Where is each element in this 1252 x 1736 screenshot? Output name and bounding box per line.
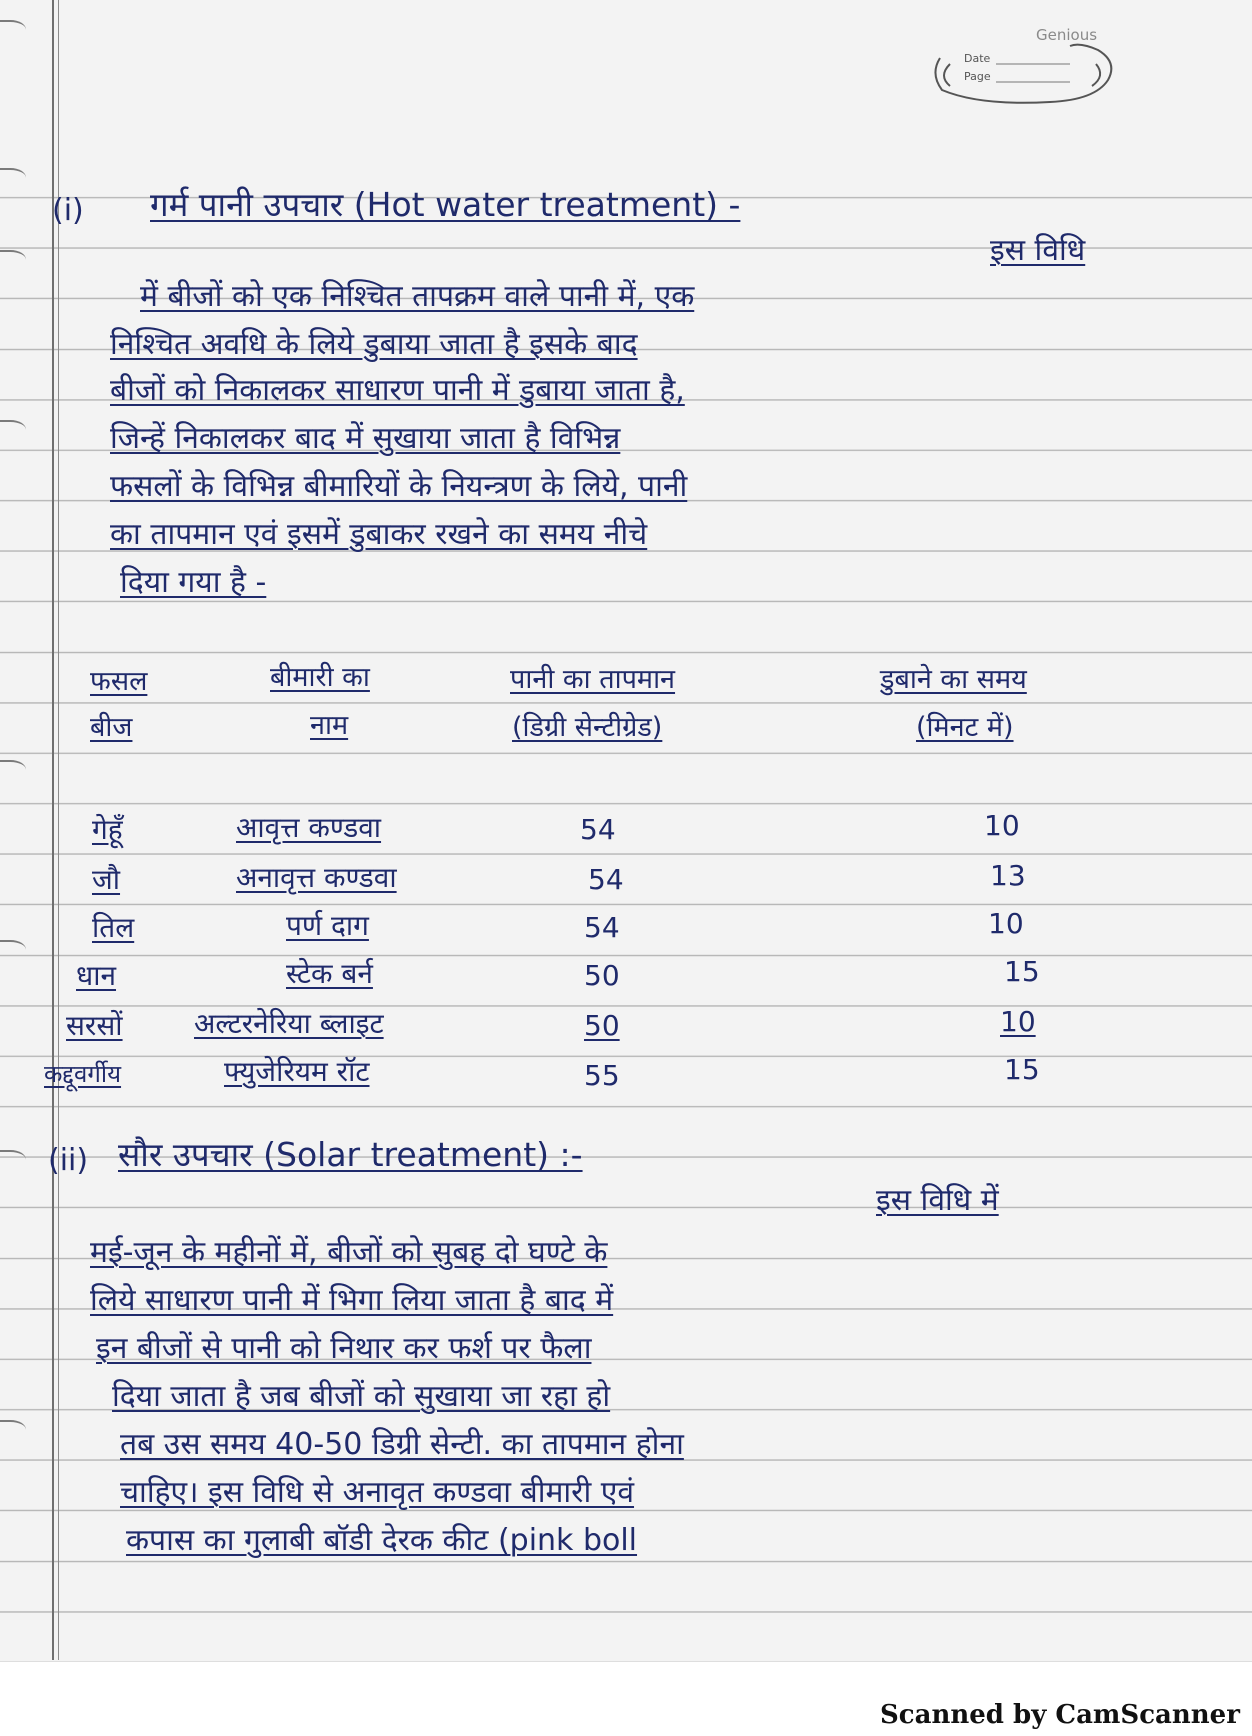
table-header-temperature: पानी का तापमान	[510, 664, 676, 695]
stamp-brand: Genious	[1036, 26, 1098, 44]
stamp-date-label: Date	[964, 52, 991, 65]
table-cell-duration: 10	[988, 907, 1024, 940]
table-cell-temperature: 50	[584, 1009, 620, 1042]
table-cell-temperature: 54	[588, 863, 624, 896]
spiral-binding-mark	[0, 940, 26, 956]
section-2-line: कपास का गुलाबी बॉडी देरक कीट (pink boll	[126, 1523, 638, 1558]
section-2-number: (ii)	[48, 1143, 89, 1178]
stamp-page-label: Page	[964, 70, 991, 83]
table-header-duration: (मिनट में)	[916, 712, 1014, 743]
spiral-binding-mark	[0, 1420, 26, 1436]
spiral-binding-mark	[0, 420, 26, 436]
table-cell-duration: 15	[1004, 955, 1040, 988]
margin-line-inner	[58, 0, 59, 1660]
date-page-stamp	[920, 24, 1120, 116]
table-header-disease: नाम	[310, 710, 349, 741]
section-1-line: का तापमान एवं इसमें डुबाकर रखने का समय नीचे	[110, 517, 648, 552]
table-cell-temperature: 50	[584, 959, 620, 992]
table-cell-crop: जौ	[92, 863, 121, 896]
spiral-binding-mark	[0, 1150, 26, 1166]
section-2-line: मई-जून के महीनों में, बीजों को सुबह दो घण्टे के	[90, 1235, 608, 1270]
table-cell-disease: आवृत्त कण्डवा	[236, 811, 382, 844]
table-cell-temperature: 55	[584, 1059, 620, 1092]
section-1-number: (i)	[52, 193, 84, 228]
table-header-duration: डुबाने का समय	[880, 664, 1027, 695]
section-1-line: जिन्हें निकालकर बाद में सुखाया जाता है विभिन्न	[110, 421, 621, 456]
section-2-heading: सौर उपचार (Solar treatment) :-	[118, 1135, 583, 1174]
table-cell-crop: गेहूँ	[92, 813, 123, 846]
table-header-temperature: (डिग्री सेन्टीग्रेड)	[512, 712, 663, 743]
spiral-binding-mark	[0, 20, 26, 36]
table-cell-crop: धान	[76, 959, 117, 992]
section-1-line: इस विधि	[990, 233, 1086, 268]
table-cell-duration: 13	[990, 859, 1026, 892]
section-2-line: इन बीजों से पानी को निथार कर फर्श पर फैला	[96, 1331, 592, 1366]
table-cell-crop: तिल	[92, 911, 135, 944]
table-cell-crop: कद्दूवर्गीय	[44, 1060, 122, 1088]
margin-line	[52, 0, 54, 1660]
section-1-line: फसलों के विभिन्न बीमारियों के नियन्त्रण के लिये, पानी	[110, 469, 688, 504]
table-cell-disease: अल्टरनेरिया ब्लाइट	[194, 1007, 384, 1040]
section-1-heading: गर्म पानी उपचार (Hot water treatment) -	[150, 185, 741, 224]
table-cell-temperature: 54	[584, 911, 620, 944]
table-cell-duration: 10	[1000, 1005, 1036, 1038]
section-2-line: चाहिए। इस विधि से अनावृत कण्डवा बीमारी एवं	[120, 1475, 635, 1510]
table-header-crop: बीज	[90, 712, 133, 743]
spiral-binding-mark	[0, 760, 26, 776]
section-2-line: दिया जाता है जब बीजों को सुखाया जा रहा हो	[112, 1379, 611, 1414]
table-cell-disease: अनावृत्त कण्डवा	[236, 861, 397, 894]
section-2-line: लिये साधारण पानी में भिगा लिया जाता है बाद में	[90, 1283, 614, 1318]
section-2-line: तब उस समय 40-50 डिग्री सेन्टी. का तापमान होना	[120, 1427, 684, 1462]
section-1-line: दिया गया है -	[120, 565, 267, 600]
section-1-line: बीजों को निकालकर साधारण पानी में डुबाया जाता है,	[110, 373, 685, 408]
section-1-line: में बीजों को एक निश्चित तापक्रम वाले पानी में, एक	[140, 279, 695, 314]
table-cell-disease: स्टेक बर्न	[286, 957, 373, 990]
table-cell-temperature: 54	[580, 813, 616, 846]
section-1-line: निश्चित अवधि के लिये डुबाया जाता है इसके बाद	[110, 327, 638, 362]
scanner-watermark: Scanned by CamScanner	[880, 1700, 1240, 1730]
spiral-binding-mark	[0, 168, 26, 184]
table-cell-duration: 10	[984, 809, 1020, 842]
section-2-line: इस विधि में	[876, 1183, 999, 1218]
spiral-binding-mark	[0, 250, 26, 266]
table-header-crop: फसल	[90, 666, 148, 697]
table-header-disease: बीमारी का	[270, 662, 370, 693]
table-cell-disease: पर्ण दाग	[286, 909, 369, 942]
table-cell-disease: फ्युजेरियम रॉट	[224, 1055, 370, 1088]
table-cell-duration: 15	[1004, 1053, 1040, 1086]
table-cell-crop: सरसों	[66, 1009, 123, 1042]
